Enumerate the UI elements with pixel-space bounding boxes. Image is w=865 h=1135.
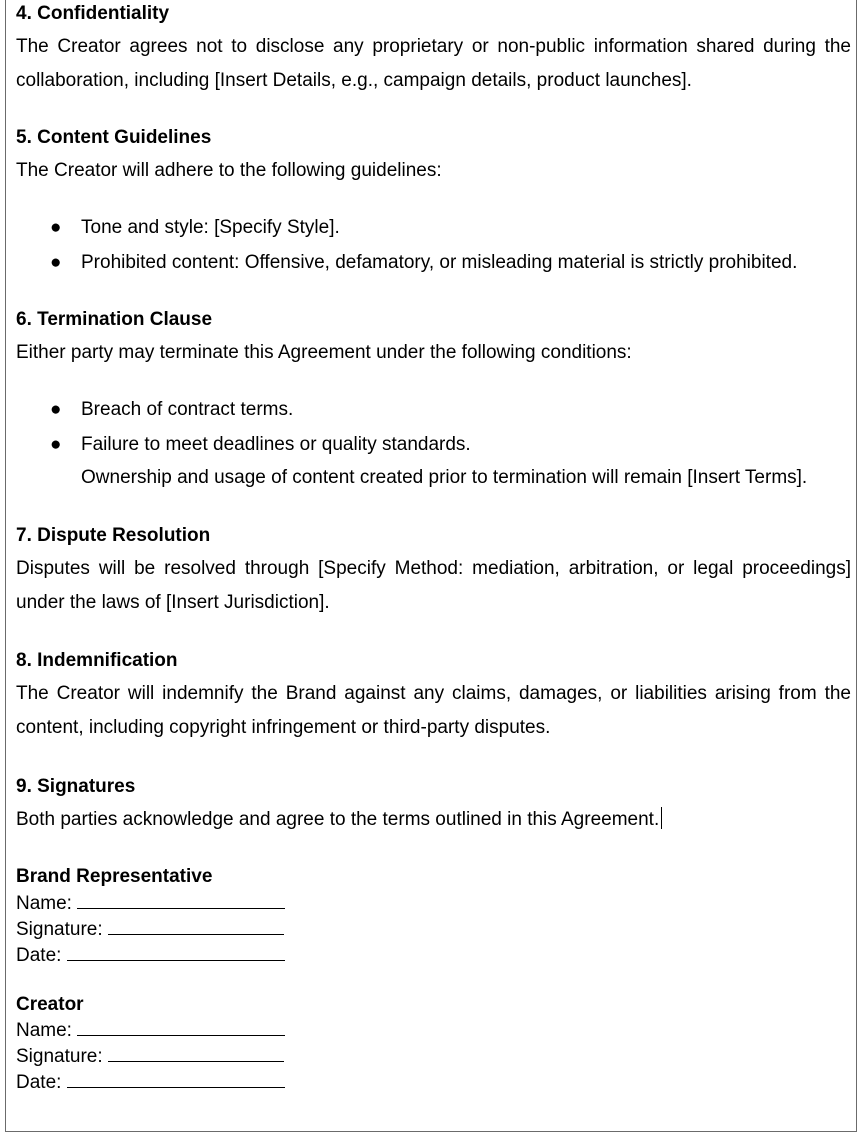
section-text-signatures[interactable] — [16, 803, 662, 837]
list-item — [16, 427, 851, 462]
signature-blank-field[interactable] — [108, 1043, 284, 1062]
section-text-dispute: Disputes will be resolved through [Specify Method: mediation, arbitration, or legal proceedings] under the laws of [Insert Jurisdiction]. — [16, 558, 851, 613]
name-blank-field[interactable] — [77, 1017, 285, 1036]
section-heading-termination: 6. Termination Clause — [16, 309, 213, 330]
brand-date-line — [16, 942, 285, 969]
text-cursor — [661, 807, 662, 829]
bullet-icon: ● — [50, 434, 62, 455]
list-item-text: Tone and style: [Specify Style]. — [81, 217, 340, 238]
brand-signature-line — [16, 916, 284, 943]
list-item — [16, 245, 851, 280]
name-label: Name: — [16, 1020, 72, 1041]
section-heading-content-guidelines: 5. Content Guidelines — [16, 127, 212, 148]
name-blank-field[interactable] — [77, 890, 285, 909]
creator-date-line — [16, 1069, 285, 1096]
section-heading-signatures: 9. Signatures — [16, 776, 136, 797]
bullet-icon: ● — [50, 217, 62, 238]
date-blank-field[interactable] — [67, 942, 285, 961]
signature-label: Signature: — [16, 1046, 103, 1067]
list-item-text: Breach of contract terms. — [81, 399, 294, 420]
creator-signature-line — [16, 1043, 284, 1070]
document-page[interactable] — [5, 0, 857, 1132]
list-item-text: Prohibited content: Offensive, defamatory, or misleading material is strictly prohibited. — [81, 252, 798, 273]
section-heading-dispute: 7. Dispute Resolution — [16, 525, 211, 546]
list-item-text: Failure to meet deadlines or quality standards. — [81, 434, 471, 455]
signatures-text: Both parties acknowledge and agree to the terms outlined in this Agreement. — [16, 809, 660, 830]
signature-label: Signature: — [16, 919, 103, 940]
section-text-indemnification: The Creator will indemnify the Brand against any claims, damages, or liabilities arising from the content, including copyright infringement or third-party disputes. — [16, 683, 851, 738]
section-heading-indemnification: 8. Indemnification — [16, 650, 178, 671]
bullet-list-termination — [16, 392, 851, 462]
date-label: Date: — [16, 1072, 62, 1093]
date-blank-field[interactable] — [67, 1069, 285, 1088]
section-intro-termination: Either party may terminate this Agreement under the following conditions: — [16, 342, 632, 363]
list-item — [16, 392, 851, 427]
bullet-icon: ● — [50, 252, 62, 273]
name-label: Name: — [16, 893, 72, 914]
creator-name-line — [16, 1017, 285, 1044]
date-label: Date: — [16, 945, 62, 966]
termination-note: Ownership and usage of content created prior to termination will remain [Insert Terms]. — [81, 467, 808, 488]
bullet-icon: ● — [50, 399, 62, 420]
section-intro-content-guidelines: The Creator will adhere to the following guidelines: — [16, 160, 442, 181]
brand-name-line — [16, 890, 285, 917]
list-item — [16, 210, 851, 245]
bullet-list-content-guidelines — [16, 210, 851, 280]
creator-title: Creator — [16, 994, 84, 1015]
brand-representative-title: Brand Representative — [16, 866, 213, 887]
signature-blank-field[interactable] — [108, 916, 284, 935]
section-text-confidentiality: The Creator agrees not to disclose any proprietary or non-public information shared during the collaboration, including [Insert Details, e.g., campaign details, product launches]. — [16, 36, 851, 91]
section-heading-confidentiality: 4. Confidentiality — [16, 3, 170, 24]
